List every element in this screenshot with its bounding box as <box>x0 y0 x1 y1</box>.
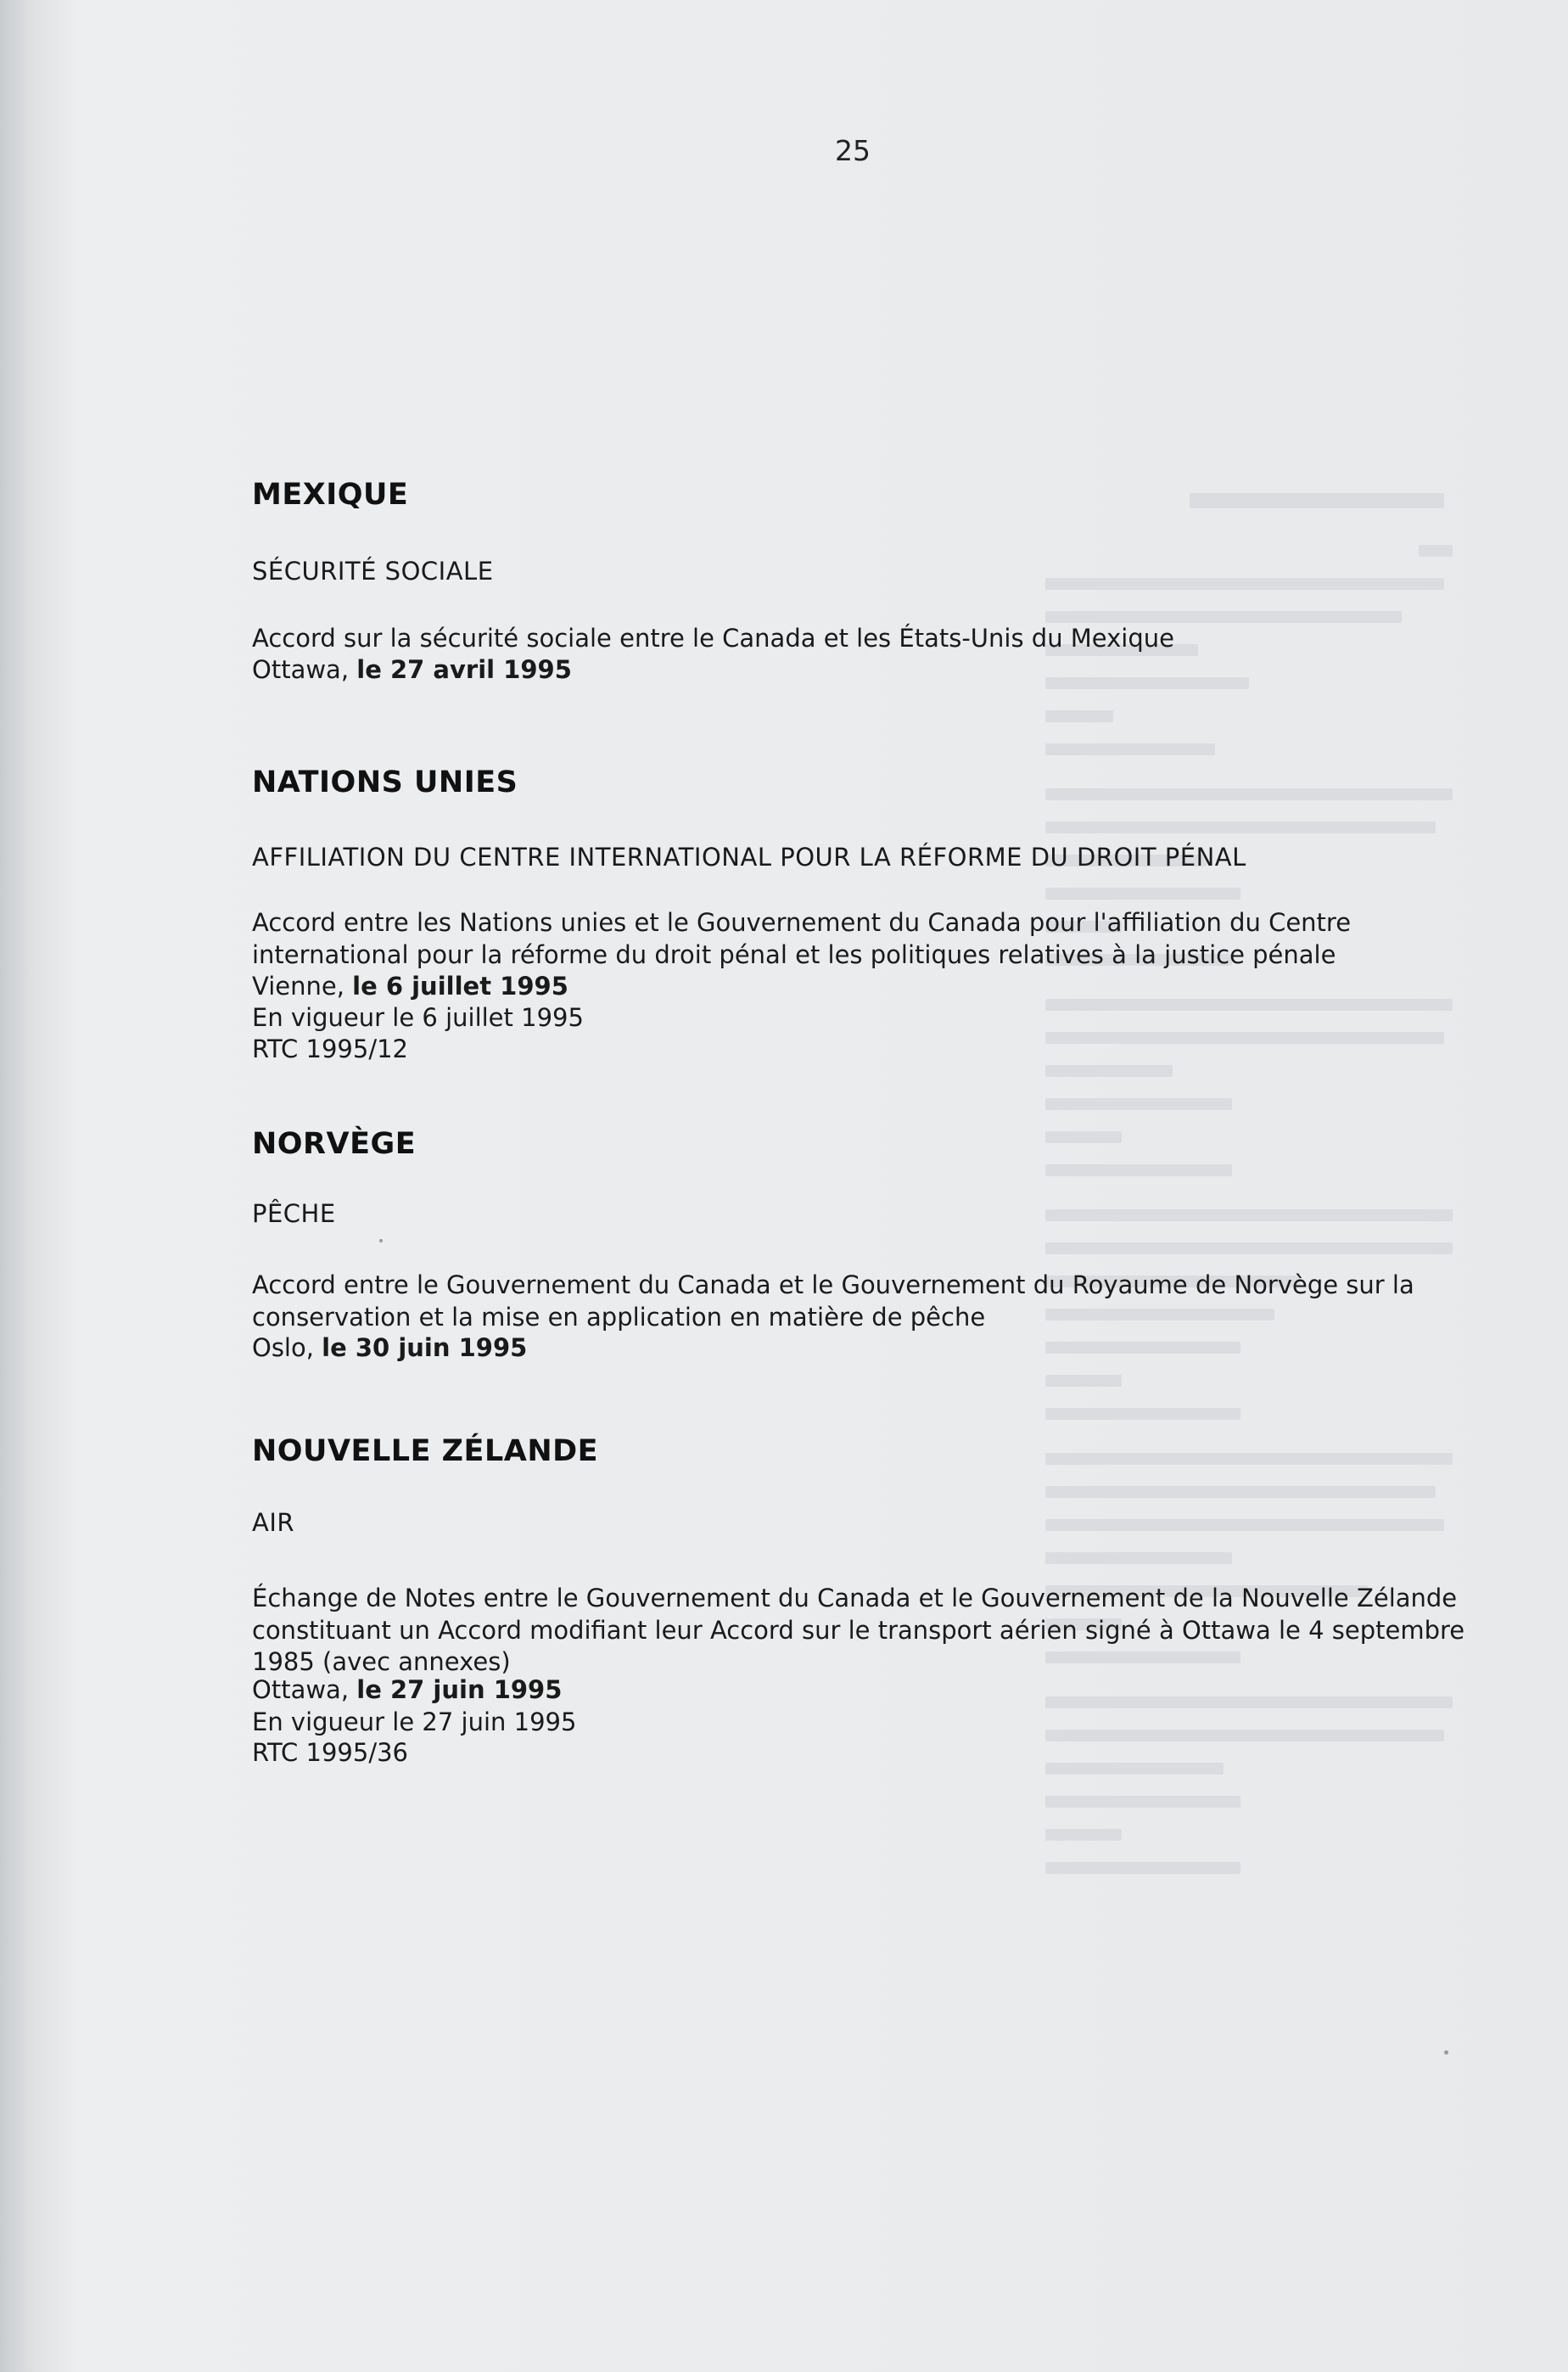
signing-date: le 27 avril 1995 <box>356 655 572 684</box>
agreement-title-cont: international pour la réforme du droit pénal et les politiques relatives à la justice pénale <box>252 940 1336 969</box>
place-date <box>252 972 568 1001</box>
agreement-title: Accord entre le Gouvernement du Canada et le Gouvernement du Royaume de Norvège sur la <box>252 1270 1414 1299</box>
place: Oslo, <box>252 1333 314 1362</box>
place: Ottawa, <box>252 1675 350 1704</box>
subject-heading: SÉCURITÉ SOCIALE <box>252 557 494 586</box>
country-heading: NATIONS UNIES <box>252 765 518 799</box>
in-force-date: En vigueur le 6 juillet 1995 <box>252 1003 584 1032</box>
signing-date: le 27 juin 1995 <box>356 1675 563 1704</box>
signing-date: le 6 juillet 1995 <box>352 972 568 1001</box>
place-date <box>252 1333 527 1362</box>
country-heading: NOUVELLE ZÉLANDE <box>252 1434 599 1468</box>
treaty-series-number: RTC 1995/36 <box>252 1738 408 1767</box>
signing-date: le 30 juin 1995 <box>322 1333 528 1362</box>
speck <box>379 1239 383 1242</box>
agreement-title-cont: 1985 (avec annexes) <box>252 1647 511 1676</box>
place-date <box>252 655 572 684</box>
binding-shadow <box>0 0 78 2372</box>
agreement-title: Accord entre les Nations unies et le Gouvernement du Canada pour l'affiliation du Centre <box>252 908 1352 937</box>
place-date <box>252 1675 562 1704</box>
subject-heading: AIR <box>252 1508 295 1537</box>
speck <box>1444 2050 1448 2055</box>
agreement-title-cont: constituant un Accord modifiant leur Accord sur le transport aérien signé à Ottawa le 4 septembre <box>252 1616 1465 1645</box>
country-heading: MEXIQUE <box>252 478 409 512</box>
place: Ottawa, <box>252 655 350 684</box>
subject-heading: AFFILIATION DU CENTRE INTERNATIONAL POUR LA RÉFORME DU DROIT PÉNAL <box>252 843 1246 872</box>
subject-heading: PÊCHE <box>252 1199 336 1228</box>
agreement-title-cont: conservation et la mise en application en matière de pêche <box>252 1303 986 1332</box>
treaty-series-number: RTC 1995/12 <box>252 1035 408 1063</box>
show-through-text <box>1045 484 1520 1884</box>
place: Vienne, <box>252 972 344 1001</box>
page-number: 25 <box>835 134 871 167</box>
in-force-date: En vigueur le 27 juin 1995 <box>252 1708 577 1736</box>
agreement-title: Accord sur la sécurité sociale entre le Canada et les États-Unis du Mexique <box>252 624 1174 653</box>
page <box>78 0 1568 2372</box>
agreement-title: Échange de Notes entre le Gouvernement du Canada et le Gouvernement de la Nouvelle Zélande <box>252 1584 1458 1612</box>
country-heading: NORVÈGE <box>252 1127 417 1161</box>
